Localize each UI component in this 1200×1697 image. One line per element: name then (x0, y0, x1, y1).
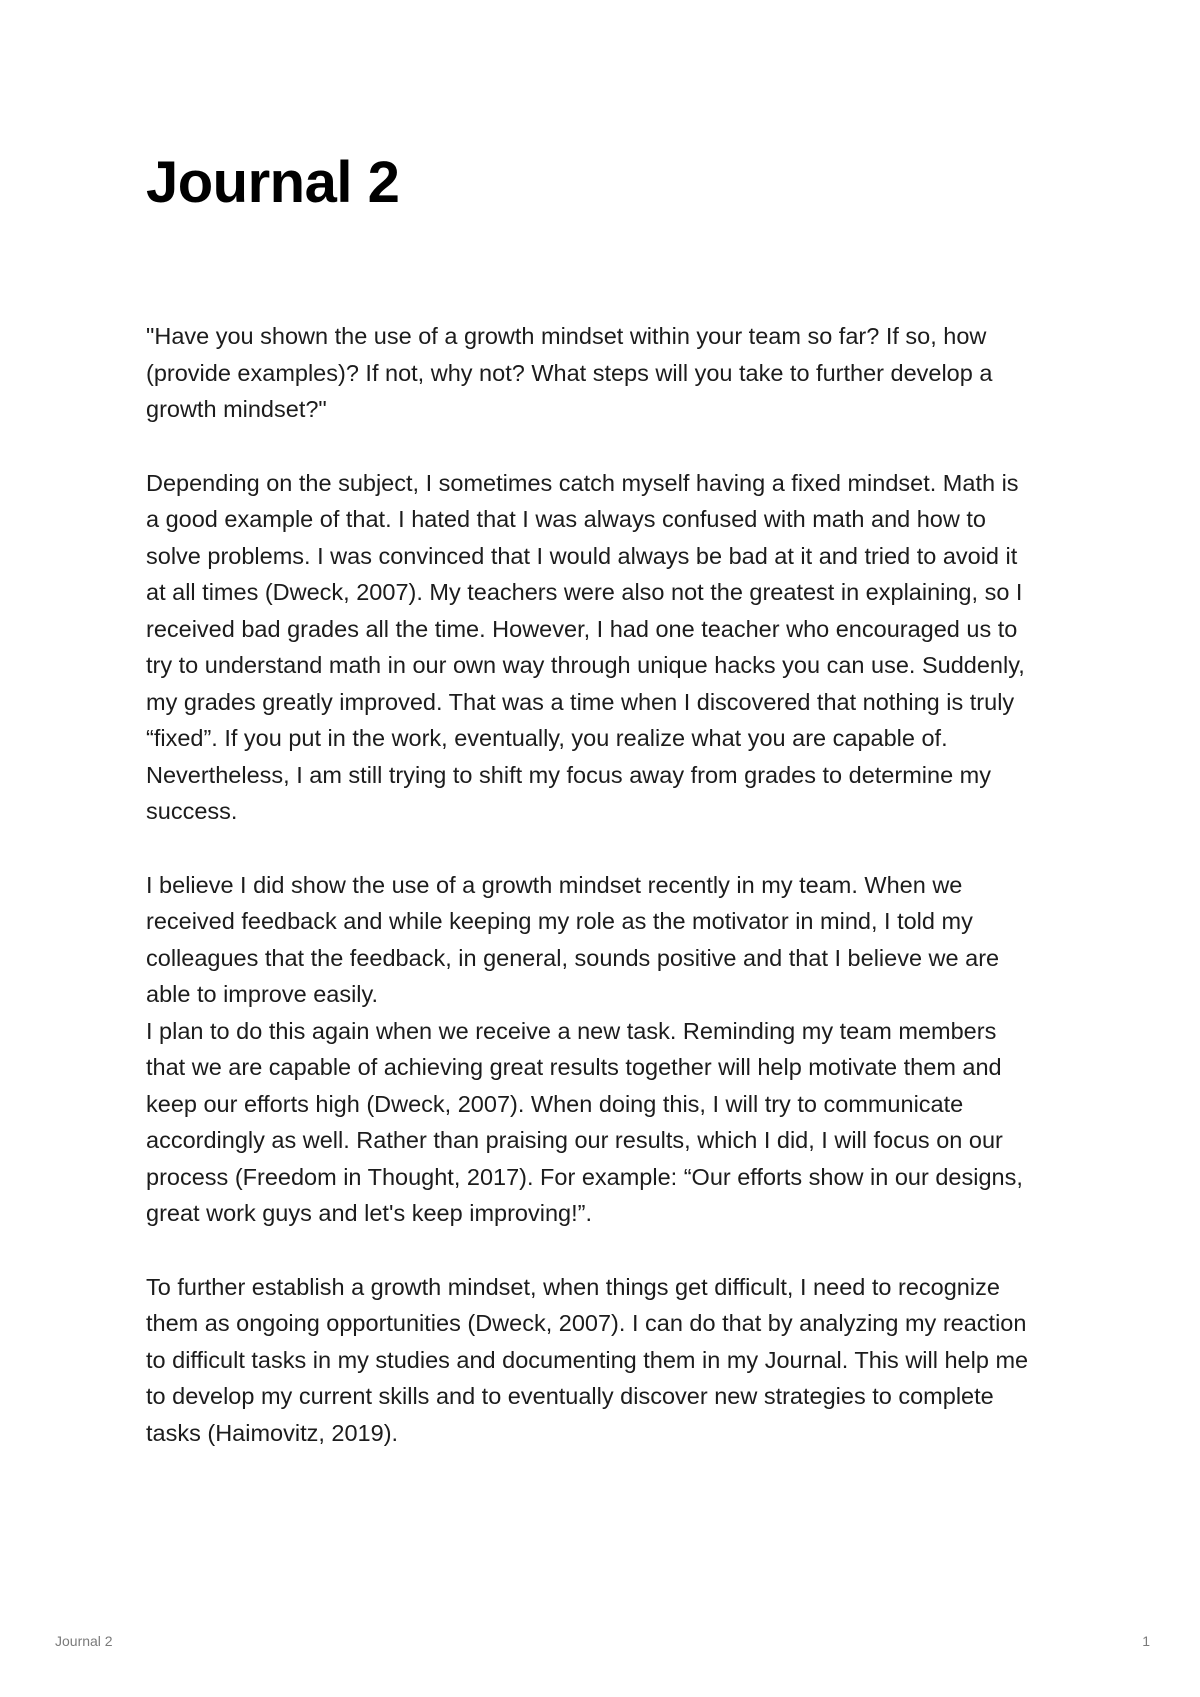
footer-page-number: 1 (1142, 1633, 1150, 1649)
footer-document-title: Journal 2 (55, 1633, 113, 1649)
fixed-mindset-paragraph: Depending on the subject, I sometimes catch myself having a fixed mindset. Math is a good example of that. I hated that I was always confused with math and how to solve problems. I was convinced that I would always be bad at it and tried to avoid it at all times (Dweck, 2007). My teachers were also not the greatest in explaining, so I received bad grades all the time. However, I had one teacher who encouraged us to try to understand math in our own way through unique hacks you can use. Suddenly, my grades greatly improved. That was a time when I discovered that nothing is truly “fixed”. If you put in the work, eventually, you realize what you are capable of. Nevertheless, I am still trying to shift my focus away from grades to determine my success. (146, 469, 1025, 824)
page-title: Journal 2 (146, 150, 400, 215)
document-body (146, 318, 1066, 1451)
next-steps-paragraph: To further establish a growth mindset, when things get difficult, I need to recognize them as ongoing opportunities (Dweck, 2007). I can do that by analyzing my reaction to difficult tasks in my studies and documenting them in my Journal. This will help me to develop my current skills and to eventually discover new strategies to complete tasks (Haimovitz, 2019). (146, 1273, 1029, 1446)
team-growth-mindset-paragraph: I believe I did show the use of a growth mindset recently in my team. When we received feedback and while keeping my role as the motivator in mind, I told my colleagues that the feedback, in general, sounds positive and that I believe we are able to improve easily. I plan to do this again when we receive a new task. Reminding my team members that we are capable of achieving great results together will help motivate them and keep our efforts high (Dweck, 2007). When doing this, I will try to communicate accordingly as well. Rather than praising our results, which I did, I will focus on our process (Freedom in Thought, 2017). For example: “Our efforts show in our designs, great work guys and let's keep improving!”. (146, 871, 1023, 1226)
prompt-question-paragraph: "Have you shown the use of a growth mindset within your team so far? If so, how (provide examples)? If not, why not? What steps will you take to further develop a growth mindset?" (146, 323, 993, 422)
